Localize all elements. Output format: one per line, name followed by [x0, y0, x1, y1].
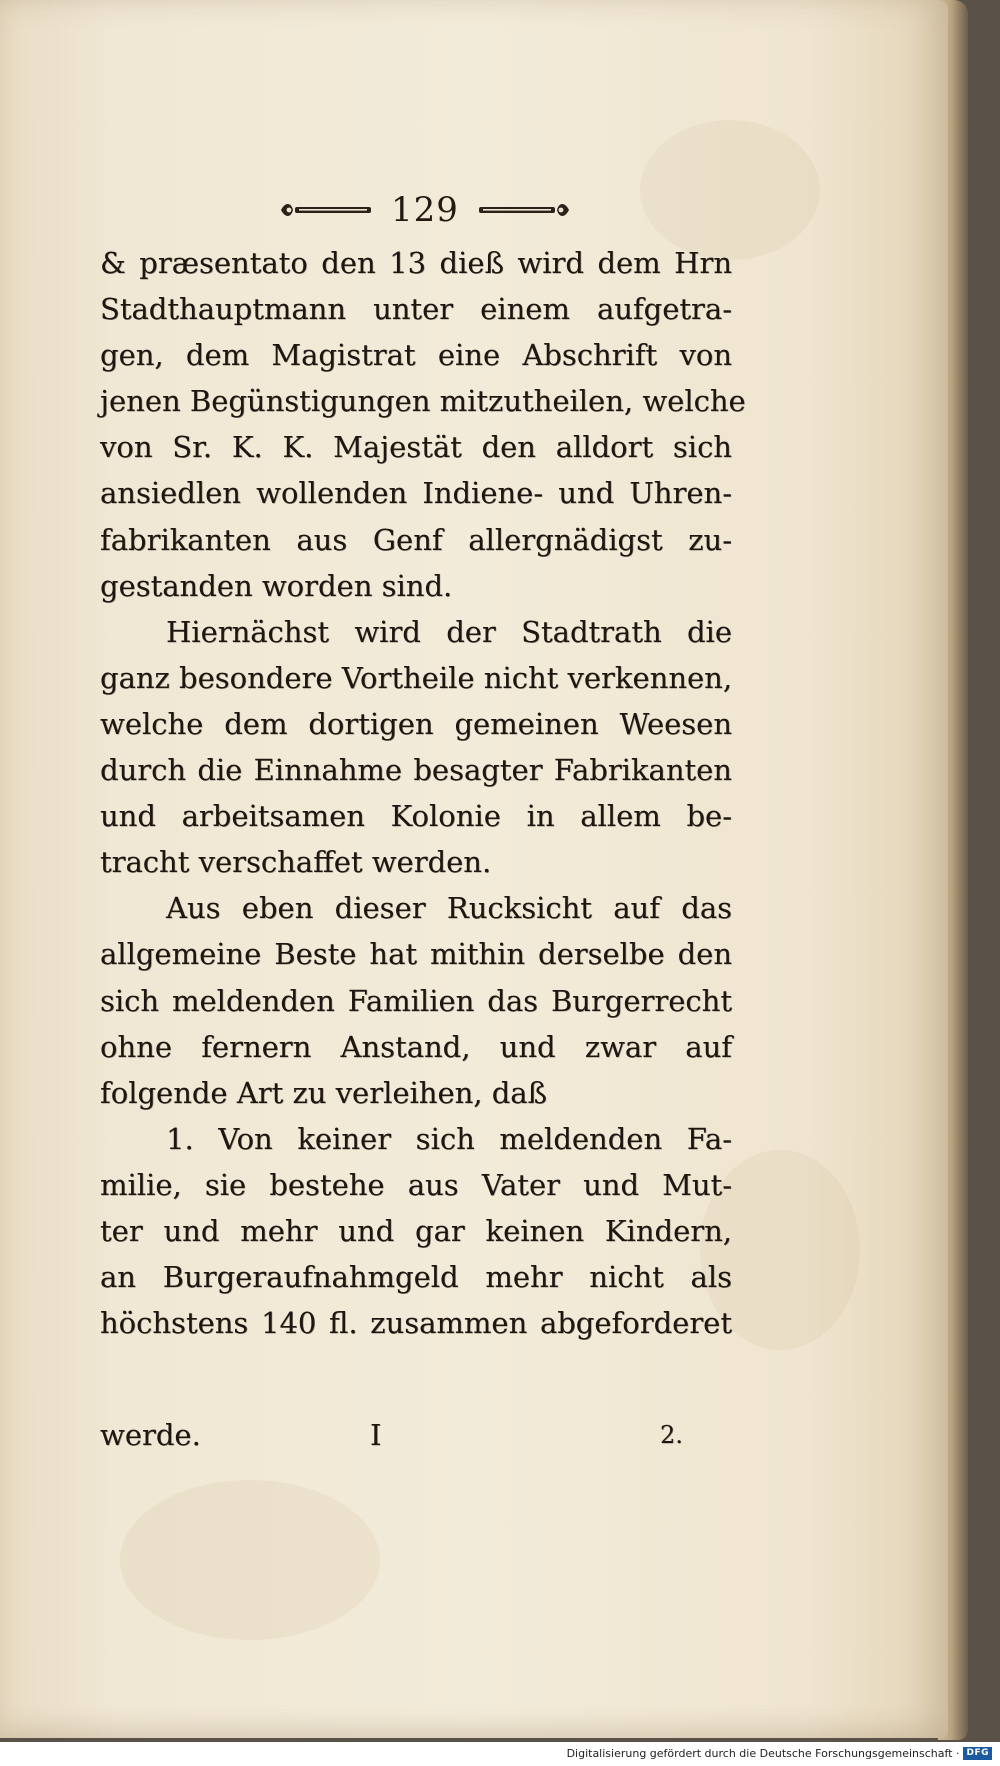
text-line: höchstens 140 fl. zusammen abgeforderet [100, 1306, 732, 1341]
left-ornament-icon [277, 199, 373, 221]
signature-mark: I [370, 1418, 382, 1452]
text-line: 1. Von keiner sich meldenden Fa- [166, 1121, 732, 1156]
paper-stain [120, 1480, 380, 1640]
paper-stain [640, 120, 820, 260]
text-line: Hiernächst wird der Stadtrath die [166, 614, 732, 649]
right-ornament-icon [477, 199, 573, 221]
text-line: gestanden worden sind. [100, 568, 453, 603]
text-line: ganz besondere Vortheile nicht verkennen, [100, 660, 733, 695]
body-text [100, 240, 746, 1346]
text-line: & præsentato den 13 dieß wird dem Hrn [100, 246, 732, 280]
text-line: fabrikanten aus Genf allergnädigst zu- [100, 522, 732, 557]
text-line: von Sr. K. K. Majestät den alldort sich [100, 430, 732, 465]
text-line: folgende Art zu verleihen, daß [100, 1075, 547, 1110]
text-line: ter und mehr und gar keinen Kindern, [100, 1213, 732, 1248]
text-line: sich meldenden Familien das Burgerrecht [100, 983, 732, 1018]
text-line: gen, dem Magistrat eine Abschrift von [100, 338, 732, 373]
page-footer [100, 1412, 732, 1458]
text-line: milie, sie bestehe aus Vater und Mut- [100, 1167, 732, 1202]
text-line: durch die Einnahme besagter Fabrikanten [100, 753, 732, 788]
digitization-credit [567, 1747, 992, 1760]
text-line: ansiedlen wollenden Indiene- und Uhren- [100, 476, 732, 511]
catchword: 2. [660, 1421, 683, 1449]
text-line: ohne fernern Anstand, und zwar auf [100, 1029, 732, 1064]
text-line: tracht verschaffet werden. [100, 845, 492, 880]
text-line: welche dem dortigen gemeinen Weesen [100, 706, 732, 741]
text-line: allgemeine Beste hat mithin derselbe den [100, 937, 732, 972]
text-line: an Burgeraufnahmgeld mehr nicht als [100, 1260, 732, 1295]
page-number: 129 [391, 190, 459, 230]
credit-text: Digitalisierung gefördert durch die Deutsche Forschungsgemeinschaft · [566, 1747, 960, 1760]
dfg-logo-icon: DFG [963, 1747, 992, 1760]
last-word: werde. [100, 1418, 201, 1452]
paragraph-1 [100, 240, 746, 609]
text-line: und arbeitsamen Kolonie in allem be- [100, 799, 732, 834]
text-line: Stadthauptmann unter einem aufgetra- [100, 292, 732, 327]
paragraph-2 [100, 609, 732, 886]
text-line: jenen Begünstigungen mitzutheilen, welche [100, 384, 746, 419]
page-header [265, 190, 585, 230]
text-line: Aus eben dieser Rucksicht auf das [166, 891, 732, 926]
paragraph-4 [100, 1116, 732, 1346]
paragraph-3 [100, 885, 732, 1115]
